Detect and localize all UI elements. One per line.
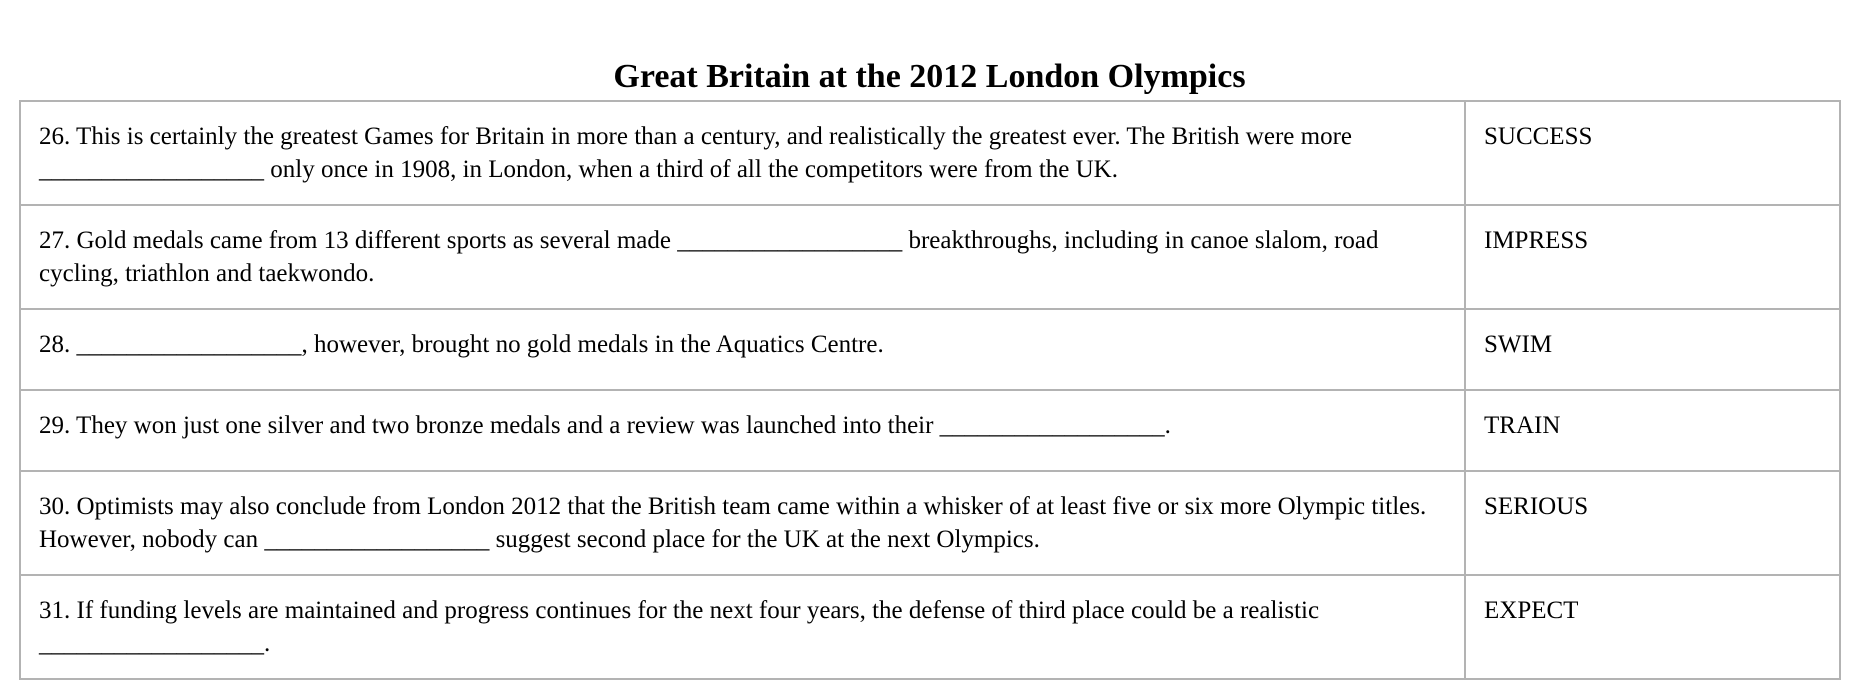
table-row [20, 101, 1840, 205]
sentence-cell: 28. __________________, however, brought no gold medals in the Aquatics Centre. [20, 309, 1465, 390]
sentence-cell: 27. Gold medals came from 13 different sports as several made __________________ breakthroughs, including in canoe slalom, road cycling, triathlon and taekwondo. [20, 205, 1465, 309]
base-word-cell: IMPRESS [1465, 205, 1840, 309]
page-title: Great Britain at the 2012 London Olympics [613, 57, 1246, 95]
sentence-cell: 29. They won just one silver and two bronze medals and a review was launched into their __________________. [20, 390, 1465, 471]
word-formation-table [19, 100, 1841, 680]
base-word-cell: SERIOUS [1465, 471, 1840, 575]
table-row [20, 309, 1840, 390]
sentence-cell: 26. This is certainly the greatest Games for Britain in more than a century, and realistically the greatest ever. The British were more __________________ only once in 1908, in London, when a third of all the competitors were from the UK. [20, 101, 1465, 205]
table-row [20, 390, 1840, 471]
table-row [20, 575, 1840, 679]
table-row [20, 205, 1840, 309]
base-word-cell: EXPECT [1465, 575, 1840, 679]
base-word-cell: TRAIN [1465, 390, 1840, 471]
base-word-cell: SUCCESS [1465, 101, 1840, 205]
sentence-cell: 30. Optimists may also conclude from London 2012 that the British team came within a whisker of at least five or six more Olympic titles. However, nobody can __________________ suggest second place for the UK at the next Olympics. [20, 471, 1465, 575]
base-word-cell: SWIM [1465, 309, 1840, 390]
sentence-cell: 31. If funding levels are maintained and progress continues for the next four years, the defense of third place could be a realistic __________________. [20, 575, 1465, 679]
table-row [20, 471, 1840, 575]
